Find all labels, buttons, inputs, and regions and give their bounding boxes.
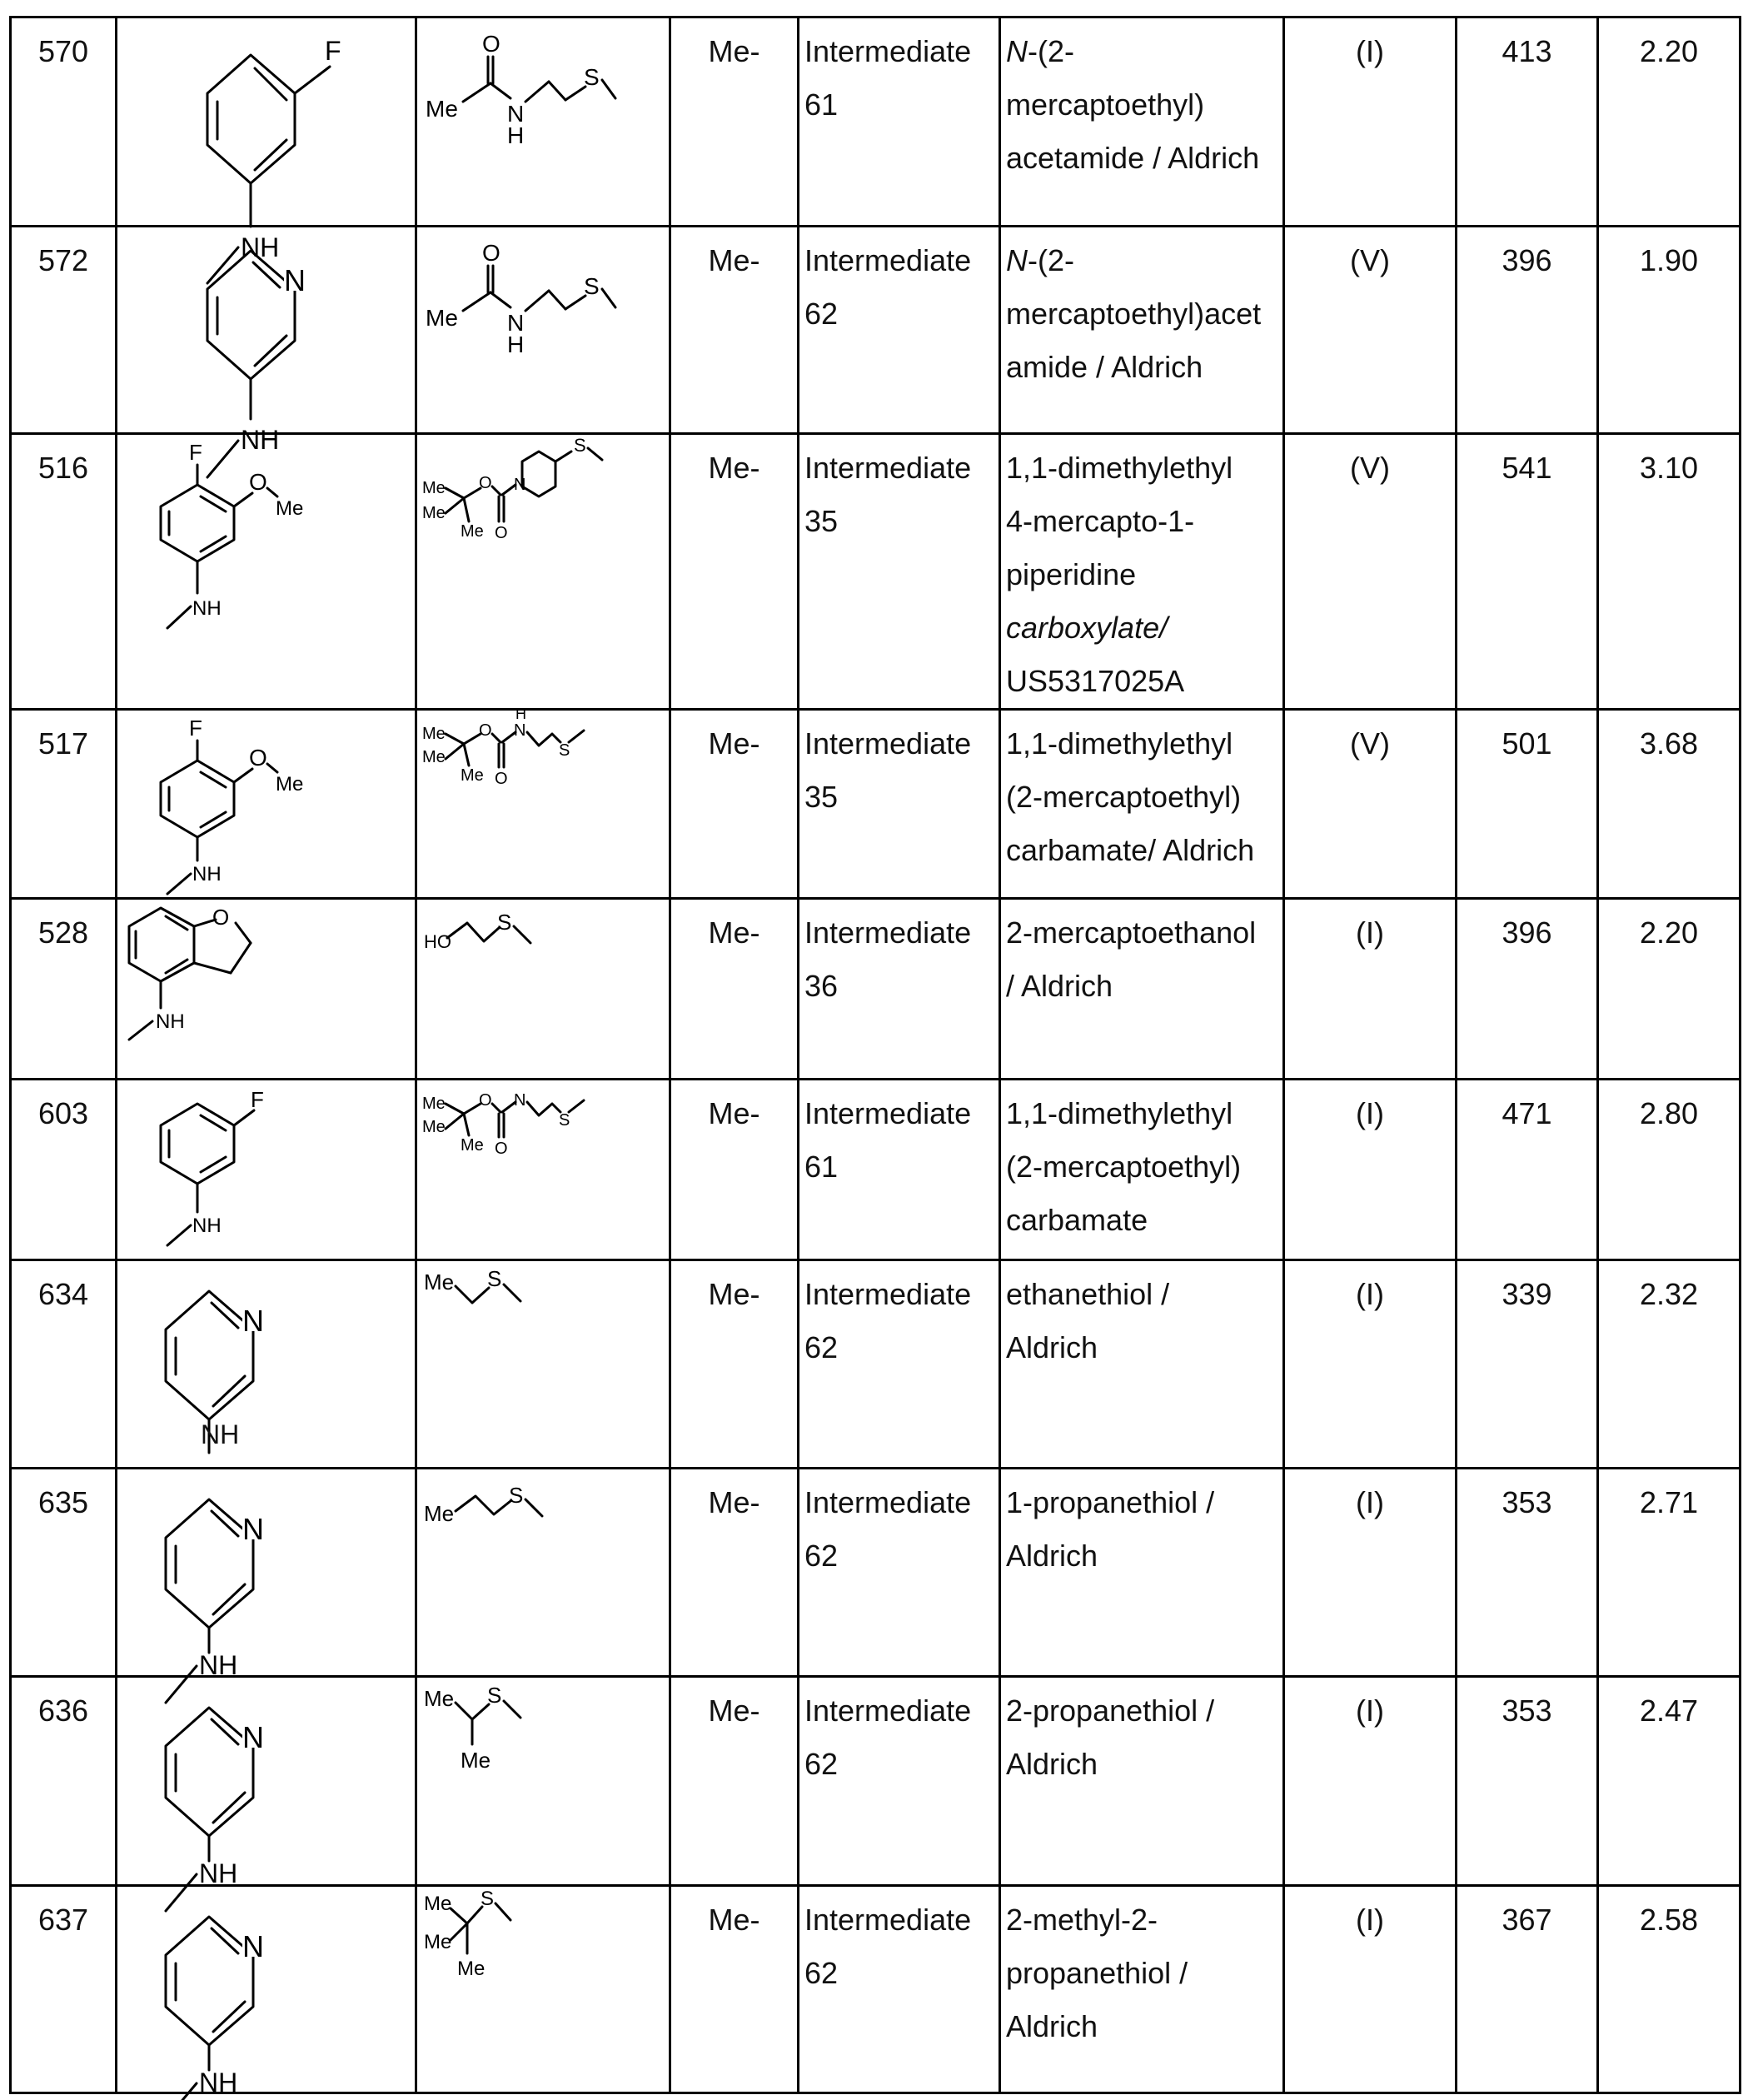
svg-text:Me: Me <box>276 497 304 520</box>
intermediate: Intermediate 62 <box>799 1469 1000 1677</box>
substituent-structure <box>416 706 670 899</box>
reagent-source: 1,1-dimethylethyl 4-mercapto-1- piperidine carboxylate/ US5317025A <box>1000 434 1284 710</box>
table-row <box>11 1260 1741 1469</box>
r-group: Me- <box>670 1080 799 1260</box>
acetamidoethylthio-structure-icon <box>417 227 671 435</box>
intermediate: Intermediate 62 <box>799 227 1000 434</box>
amine-structure <box>117 17 416 262</box>
mass-mh: 353 <box>1457 1677 1598 1886</box>
r-group: Me- <box>670 1677 799 1886</box>
substituent-structure <box>416 17 670 227</box>
mass-mh: 353 <box>1457 1469 1598 1677</box>
substituent-structure <box>416 434 670 710</box>
substituent-structure <box>416 1260 670 1469</box>
compound-table <box>9 16 1741 2098</box>
svg-text:O: O <box>495 1140 508 1158</box>
fluoromethoxyaniline-structure-icon <box>117 711 417 900</box>
mass-mh: 541 <box>1457 434 1598 710</box>
retention-time: 2.20 <box>1598 17 1741 227</box>
svg-text:S: S <box>497 910 512 935</box>
svg-text:N: N <box>507 101 525 127</box>
amine-structure <box>117 1886 416 2098</box>
reagent-source: 2-propanethiol / Aldrich <box>1000 1677 1284 1886</box>
svg-text:NH: NH <box>192 863 222 885</box>
svg-text:Me: Me <box>422 748 446 766</box>
substituent-structure <box>416 1886 670 2093</box>
table-row <box>11 227 1741 434</box>
isopropylthio-structure-icon <box>417 1678 671 1887</box>
method: (I) <box>1284 1469 1457 1677</box>
method: (I) <box>1284 1886 1457 2093</box>
substituent-structure <box>416 1469 670 1677</box>
svg-text:S: S <box>487 1266 502 1291</box>
svg-text:N: N <box>514 721 526 740</box>
svg-text:O: O <box>482 240 501 266</box>
retention-time: 2.58 <box>1598 1886 1741 2093</box>
intermediate: Intermediate 61 <box>799 1080 1000 1260</box>
svg-text:NH: NH <box>199 1858 238 1888</box>
example-number: 637 <box>11 1886 117 2093</box>
tert-butylthio-structure-icon <box>417 1887 671 2094</box>
pyridinylamine-structure-icon <box>117 227 417 455</box>
svg-text:H: H <box>507 332 525 357</box>
amine-structure <box>117 1677 416 1886</box>
svg-text:N: N <box>514 1091 526 1110</box>
amine-structure <box>117 899 416 1080</box>
retention-time: 3.10 <box>1598 434 1741 710</box>
reagent-source: 1,1-dimethylethyl (2-mercaptoethyl) carbamate <box>1000 1080 1284 1260</box>
reagent-source: 1,1-dimethylethyl (2-mercaptoethyl) carbamate/ Aldrich <box>1000 710 1284 899</box>
svg-text:O: O <box>212 905 230 930</box>
amine-structure <box>117 434 416 710</box>
svg-text:O: O <box>249 469 267 495</box>
svg-text:O: O <box>479 474 492 492</box>
boc-aminoethylthio-structure-icon <box>417 1080 671 1261</box>
r-group: Me- <box>670 1260 799 1469</box>
retention-time: 2.47 <box>1598 1677 1741 1886</box>
retention-time: 2.32 <box>1598 1260 1741 1469</box>
pyridinylamine-structure-icon <box>117 1887 417 2098</box>
svg-text:H: H <box>507 122 525 148</box>
table-row <box>11 1469 1741 1677</box>
table-row <box>11 1886 1741 2093</box>
amine-structure <box>117 1080 416 1260</box>
mass-mh: 501 <box>1457 710 1598 899</box>
mass-mh: 396 <box>1457 899 1598 1080</box>
method: (V) <box>1284 434 1457 710</box>
svg-text:Me: Me <box>461 522 484 541</box>
ethylthio-structure-icon <box>417 1261 671 1469</box>
substituent-structure <box>416 1080 670 1260</box>
r-group: Me- <box>670 227 799 434</box>
svg-text:S: S <box>584 273 600 299</box>
method: (I) <box>1284 899 1457 1080</box>
example-number: 635 <box>11 1469 117 1677</box>
example-number: 572 <box>11 227 117 434</box>
r-group: Me- <box>670 434 799 710</box>
substituent-structure <box>416 1677 670 1886</box>
amine-structure <box>117 710 416 899</box>
svg-text:S: S <box>509 1483 524 1508</box>
intermediate: Intermediate 62 <box>799 1886 1000 2093</box>
example-number: 517 <box>11 710 117 899</box>
svg-text:N: N <box>242 1512 264 1546</box>
reagent-source: N-(2- mercaptoethyl) acetamide / Aldrich <box>1000 17 1284 227</box>
substituent-structure <box>416 227 670 434</box>
svg-text:Me: Me <box>422 1095 446 1113</box>
pyridinylamine-structure-icon <box>117 1469 417 1678</box>
svg-text:Me: Me <box>422 725 446 743</box>
method: (I) <box>1284 1260 1457 1469</box>
svg-text:N: N <box>514 476 526 494</box>
svg-text:S: S <box>559 741 570 760</box>
propylthio-structure-icon <box>417 1469 671 1678</box>
fluoromethoxyaniline-structure-icon <box>117 435 417 708</box>
intermediate: Intermediate 35 <box>799 434 1000 710</box>
svg-text:HO: HO <box>424 931 451 952</box>
r-group: Me- <box>670 17 799 227</box>
svg-text:Me: Me <box>424 1501 455 1526</box>
reagent-source: N-(2- mercaptoethyl)acet amide / Aldrich <box>1000 227 1284 434</box>
table-row <box>11 710 1741 899</box>
intermediate: Intermediate 62 <box>799 1260 1000 1469</box>
mass-mh: 413 <box>1457 17 1598 227</box>
svg-text:O: O <box>482 31 501 57</box>
svg-text:Me: Me <box>424 1269 455 1294</box>
fluoroaniline-structure-icon <box>117 1080 417 1261</box>
svg-text:NH: NH <box>241 232 280 262</box>
svg-text:NH: NH <box>156 1010 185 1033</box>
svg-text:NH: NH <box>199 1650 238 1680</box>
reagent-source: ethanethiol / Aldrich <box>1000 1260 1284 1469</box>
svg-text:F: F <box>325 36 341 66</box>
intermediate: Intermediate 35 <box>799 710 1000 899</box>
svg-text:Me: Me <box>276 773 304 796</box>
svg-text:S: S <box>574 435 586 456</box>
svg-text:NH: NH <box>192 1215 222 1237</box>
method: (I) <box>1284 1080 1457 1260</box>
mass-mh: 396 <box>1457 227 1598 434</box>
method: (I) <box>1284 17 1457 227</box>
svg-text:O: O <box>479 1091 492 1110</box>
table-row <box>11 17 1741 227</box>
svg-text:Me: Me <box>424 1931 452 1953</box>
amine-structure <box>117 1469 416 1680</box>
example-number: 516 <box>11 434 117 710</box>
nh-label: NH <box>201 1419 240 1449</box>
example-number: 634 <box>11 1260 117 1469</box>
method: (V) <box>1284 227 1457 434</box>
boc-piperidinylthio-structure-icon <box>417 435 671 708</box>
svg-text:Me: Me <box>426 305 458 331</box>
svg-text:F: F <box>189 440 202 465</box>
r-group: Me- <box>670 1469 799 1677</box>
example-number: 636 <box>11 1677 117 1886</box>
svg-text:NH: NH <box>199 2068 238 2098</box>
svg-text:Me: Me <box>461 1136 484 1155</box>
retention-time: 2.71 <box>1598 1469 1741 1677</box>
svg-text:N: N <box>242 1929 264 1963</box>
table-row <box>11 1677 1741 1886</box>
svg-text:S: S <box>487 1683 502 1708</box>
r-group: Me- <box>670 1886 799 2093</box>
method: (V) <box>1284 710 1457 899</box>
svg-text:Me: Me <box>422 504 446 522</box>
svg-text:O: O <box>495 524 508 542</box>
svg-text:Me: Me <box>426 96 458 122</box>
svg-text:Me: Me <box>457 1958 486 1980</box>
amine-structure <box>117 227 416 455</box>
retention-time: 1.90 <box>1598 227 1741 434</box>
intermediate: Intermediate 62 <box>799 1677 1000 1886</box>
svg-text:Me: Me <box>424 1686 455 1711</box>
retention-time: 2.20 <box>1598 899 1741 1080</box>
fluoroaniline-structure-icon <box>117 18 417 262</box>
svg-text:Me: Me <box>422 479 446 497</box>
reagent-source: 2-methyl-2- propanethiol / Aldrich <box>1000 1886 1284 2093</box>
svg-text:F: F <box>251 1087 264 1112</box>
svg-text:N: N <box>507 310 525 336</box>
example-number: 603 <box>11 1080 117 1260</box>
table-row <box>11 899 1741 1080</box>
reagent-source: 2-mercaptoethanol / Aldrich <box>1000 899 1284 1080</box>
reagent-source: 1-propanethiol / Aldrich <box>1000 1469 1284 1677</box>
method: (I) <box>1284 1677 1457 1886</box>
hydroxyethylthio-structure-icon <box>417 900 671 1080</box>
svg-text:H: H <box>515 706 526 722</box>
acetamidoethylthio-structure-icon <box>417 18 671 227</box>
svg-text:N: N <box>242 1720 264 1754</box>
svg-text:N: N <box>284 263 306 297</box>
boc-aminoethylthio-structure-icon <box>417 706 671 900</box>
svg-text:Me: Me <box>461 1748 491 1773</box>
intermediate: Intermediate 36 <box>799 899 1000 1080</box>
svg-text:NH: NH <box>192 597 222 620</box>
dihydrobenzofuranamine-structure-icon <box>117 900 417 1080</box>
svg-text:S: S <box>584 64 600 90</box>
svg-text:O: O <box>495 770 508 788</box>
svg-text:O: O <box>479 721 492 740</box>
svg-text:NH: NH <box>241 425 280 455</box>
svg-text:F: F <box>189 716 202 741</box>
svg-text:Me: Me <box>422 1118 446 1136</box>
mass-mh: 471 <box>1457 1080 1598 1260</box>
retention-time: 2.80 <box>1598 1080 1741 1260</box>
r-group: Me- <box>670 710 799 899</box>
example-number: 570 <box>11 17 117 227</box>
pyridinylamine-structure-icon <box>117 1678 417 1887</box>
pyridinylamine-structure-icon <box>117 1261 417 1469</box>
svg-text:N: N <box>242 1304 264 1338</box>
svg-text:Me: Me <box>461 766 484 785</box>
table-row <box>11 1080 1741 1260</box>
svg-text:S: S <box>481 1888 495 1910</box>
amine-structure <box>117 1260 416 1469</box>
svg-text:O: O <box>249 745 267 771</box>
svg-text:Me: Me <box>424 1893 452 1915</box>
r-group: Me- <box>670 899 799 1080</box>
intermediate: Intermediate 61 <box>799 17 1000 227</box>
table-row <box>11 434 1741 710</box>
mass-mh: 367 <box>1457 1886 1598 2093</box>
substituent-structure <box>416 899 670 1080</box>
retention-time: 3.68 <box>1598 710 1741 899</box>
example-number: 528 <box>11 899 117 1080</box>
svg-text:S: S <box>559 1111 570 1130</box>
mass-mh: 339 <box>1457 1260 1598 1469</box>
